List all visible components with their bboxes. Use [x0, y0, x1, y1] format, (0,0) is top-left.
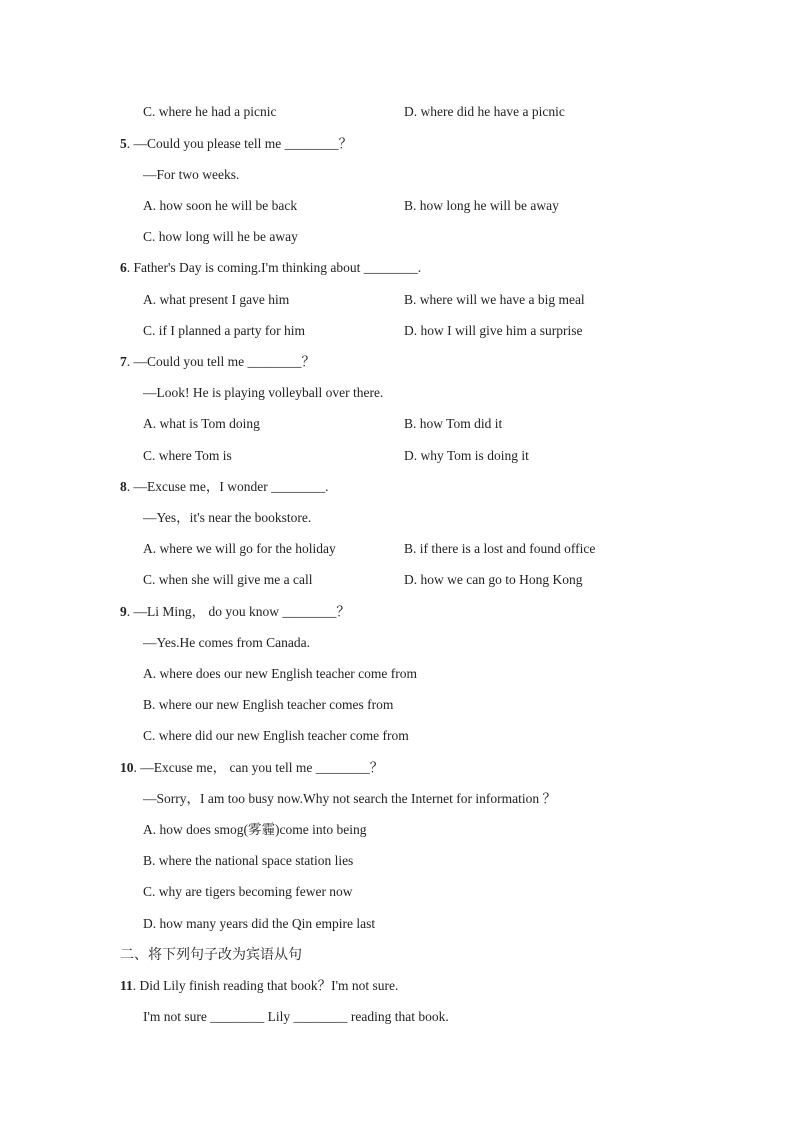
question-9: [120, 603, 350, 621]
question-text: . —Li Ming， do you know ________？: [126, 604, 350, 619]
question-text: . —Could you tell me ________？: [126, 354, 315, 369]
option-b: B. how Tom did it: [404, 416, 503, 431]
question-number: 11: [120, 978, 133, 993]
option-b: B. if there is a lost and found office: [404, 541, 596, 556]
question-number: 8: [120, 479, 127, 494]
option-c: C. why are tigers becoming fewer now: [143, 884, 353, 899]
option-c: C. where did our new English teacher come from: [143, 728, 409, 743]
option-b: B. how long he will be away: [404, 198, 559, 213]
response-line: —Yes.He comes from Canada.: [143, 635, 310, 650]
option-c: C. where he had a picnic: [143, 104, 277, 119]
option-d: D. how many years did the Qin empire last: [143, 916, 376, 931]
response-line: —Look! He is playing volleyball over there.: [143, 385, 384, 400]
question-number: 10: [120, 760, 134, 775]
option-a: A. what present I gave him: [143, 292, 290, 307]
option-d: D. where did he have a picnic: [404, 104, 565, 119]
option-a: A. where we will go for the holiday: [143, 541, 336, 556]
response-line: —For two weeks.: [143, 167, 240, 182]
option-d: D. how we can go to Hong Kong: [404, 572, 583, 587]
option-a: A. what is Tom doing: [143, 416, 260, 431]
question-text: . Father's Day is coming.I'm thinking about ________.: [126, 260, 422, 275]
option-c: C. when she will give me a call: [143, 572, 313, 587]
option-c: C. if I planned a party for him: [143, 323, 305, 338]
response-line: —Yes，it's near the bookstore.: [143, 510, 312, 525]
question-8: [120, 478, 328, 496]
question-number: 7: [120, 354, 127, 369]
option-b: B. where our new English teacher comes from: [143, 697, 394, 712]
section-heading: 二、将下列句子改为宾语从句: [120, 947, 302, 963]
option-d: D. why Tom is doing it: [404, 448, 529, 463]
option-d: D. how I will give him a surprise: [404, 323, 583, 338]
question-text: . —Could you please tell me ________？: [126, 136, 353, 151]
question-6: [120, 259, 421, 277]
option-c: C. where Tom is: [143, 448, 232, 463]
question-7: [120, 353, 315, 371]
option-a: A. how soon he will be back: [143, 198, 298, 213]
question-text: . —Excuse me，I wonder ________.: [126, 479, 329, 494]
question-5: [120, 135, 352, 153]
question-number: 9: [120, 604, 127, 619]
option-c: C. how long will he be away: [143, 229, 298, 244]
option-a: A. how does smog(雾霾)come into being: [143, 822, 367, 837]
option-b: B. where the national space station lies: [143, 853, 354, 868]
option-a: A. where does our new English teacher come from: [143, 666, 418, 681]
answer-line: I'm not sure ________ Lily ________ reading that book.: [143, 1009, 449, 1024]
question-number: 5: [120, 136, 127, 151]
question-text: . —Excuse me， can you tell me ________？: [133, 760, 384, 775]
question-10: [120, 759, 383, 777]
question-number: 6: [120, 260, 127, 275]
question-text: . Did Lily finish reading that book？I'm not sure.: [132, 978, 399, 993]
option-b: B. where will we have a big meal: [404, 292, 585, 307]
question-11: [120, 977, 398, 995]
response-line: —Sorry，I am too busy now.Why not search the Internet for information ？: [143, 791, 557, 806]
